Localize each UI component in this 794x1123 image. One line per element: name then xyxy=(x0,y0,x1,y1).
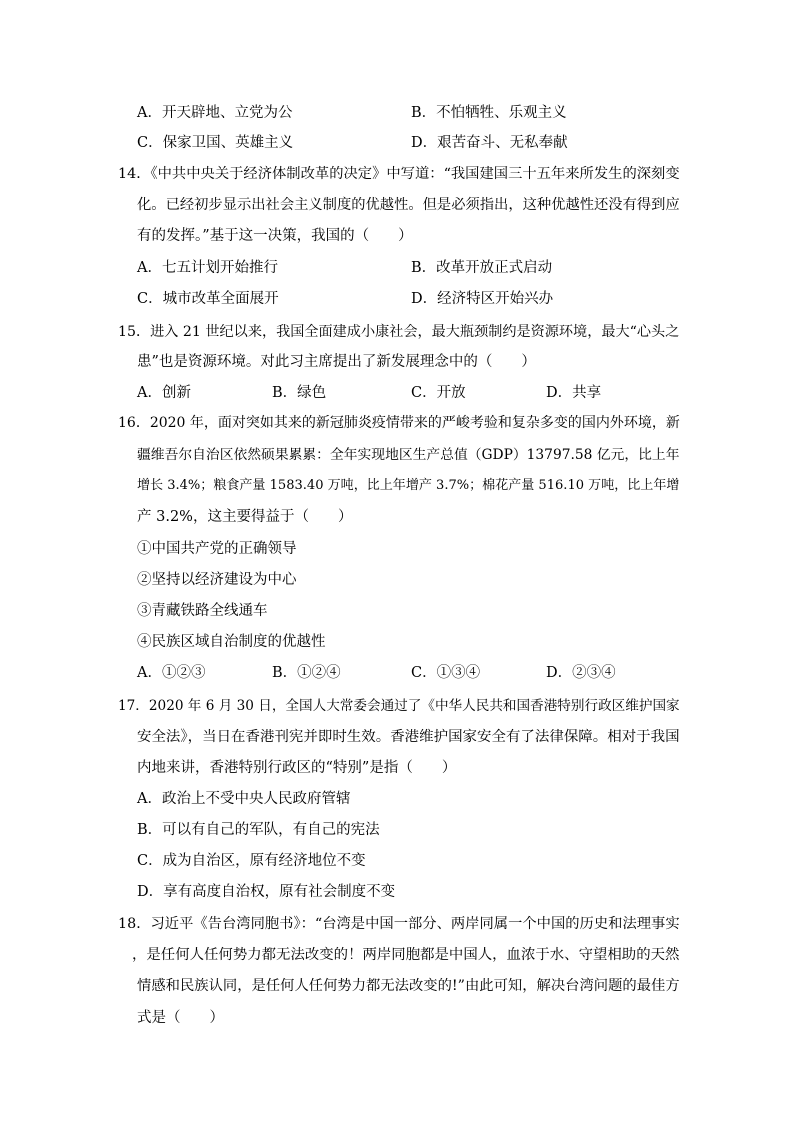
q13-option-d: D．艰苦奋斗、无私奉献 xyxy=(411,135,568,151)
q13-option-a: A．开天辟地、立党为公 xyxy=(137,105,293,121)
q16-item-1: ①中国共产党的正确领导 xyxy=(137,541,297,557)
q14-option-a: A．七五计划开始推行 xyxy=(137,260,278,276)
q15-option-c: C．开放 xyxy=(411,385,466,401)
q15-option-d: D．共享 xyxy=(546,385,602,401)
q17-option-d: D．享有高度自治权，原有社会制度不变 xyxy=(137,884,396,900)
q17-stem-line-2: 安全法》，当日在香港刊宪并即时生效。香港维护国家安全有了法律保障。相对于我国 xyxy=(137,729,680,745)
q15-option-b: B．绿色 xyxy=(272,385,327,401)
q18-stem-line-4: 式是（ ） xyxy=(137,1010,224,1026)
q17-option-c: C．成为自治区，原有经济地位不变 xyxy=(137,853,366,869)
q14-stem-line-2: 化。已经初步显示出社会主义制度的优越性。但是必须指出，这种优越性还没有得到应 xyxy=(137,197,680,213)
q14-stem-line-3: 有的发挥。”基于这一决策，我国的（ ） xyxy=(137,228,413,244)
q14-option-b: B．改革开放正式启动 xyxy=(411,260,553,276)
q16-item-2: ②坚持以经济建设为中心 xyxy=(137,572,297,588)
q17-option-a: A．政治上不受中央人民政府管辖 xyxy=(137,791,351,807)
q16-option-c: C．①③④ xyxy=(411,665,481,681)
q16-option-b: B．①②④ xyxy=(272,665,341,681)
q16-stem-line-4: 产 3.2%，这主要得益于（ ） xyxy=(137,509,353,525)
q17-option-b: B．可以有自己的军队，有自己的宪法 xyxy=(137,822,380,838)
q13-option-b: B．不怕牺牲、乐观主义 xyxy=(411,105,567,121)
q16-option-d: D．②③④ xyxy=(546,665,616,681)
q18-stem-line-1: 18．习近平《告台湾同胞书》：“台湾是中国一部分、两岸同属一个中国的历史和法理事实 xyxy=(118,916,680,932)
q14-option-c: C．城市改革全面展开 xyxy=(137,291,279,307)
q16-option-a: A．①②③ xyxy=(137,665,206,681)
q17-stem-line-1: 17．2020 年 6 月 30 日，全国人大常委会通过了《中华人民共和国香港特别行政区维护国家 xyxy=(118,698,680,714)
q14-stem-line-1: 14．《中共中央关于经济体制改革的决定》中写道：“我国建国三十五年来所发生的深刻变 xyxy=(118,166,680,182)
q16-stem-line-3: 增长 3.4%；粮食产量 1583.40 万吨，比上年增产 3.7%；棉花产量 516.10 万吨，比上年增 xyxy=(137,478,680,493)
q15-stem-line-2: 患”也是资源环境。对此习主席提出了新发展理念中的（ ） xyxy=(137,354,536,370)
q16-item-4: ④民族区域自治制度的优越性 xyxy=(137,634,326,650)
q18-stem-line-2: ，是任何人任何势力都无法改变的！两岸同胞都是中国人，血浓于水、守望相助的天然 xyxy=(132,947,680,963)
q17-stem-line-3: 内地来讲，香港特别行政区的“特别”是指（ ） xyxy=(137,760,457,776)
q15-stem-line-1: 15．进入 21 世纪以来，我国全面建成小康社会，最大瓶颈制约是资源环境，最大“心头之 xyxy=(118,324,680,340)
q13-option-c: C．保家卫国、英雄主义 xyxy=(137,135,294,151)
q15-option-a: A．创新 xyxy=(137,385,191,401)
q16-stem-line-2: 疆维吾尔自治区依然硕果累累：全年实现地区生产总值（GDP）13797.58 亿元，比上年 xyxy=(137,447,680,463)
q16-stem-line-1: 16．2020 年，面对突如其来的新冠肺炎疫情带来的严峻考验和复杂多变的国内外环境，新 xyxy=(118,415,680,431)
q14-option-d: D．经济特区开始兴办 xyxy=(411,291,554,307)
q18-stem-line-3: 情感和民族认同，是任何人任何势力都无法改变的!”由此可知，解决台湾问题的最佳方 xyxy=(137,978,680,994)
q16-item-3: ③青藏铁路全线通车 xyxy=(137,603,268,619)
